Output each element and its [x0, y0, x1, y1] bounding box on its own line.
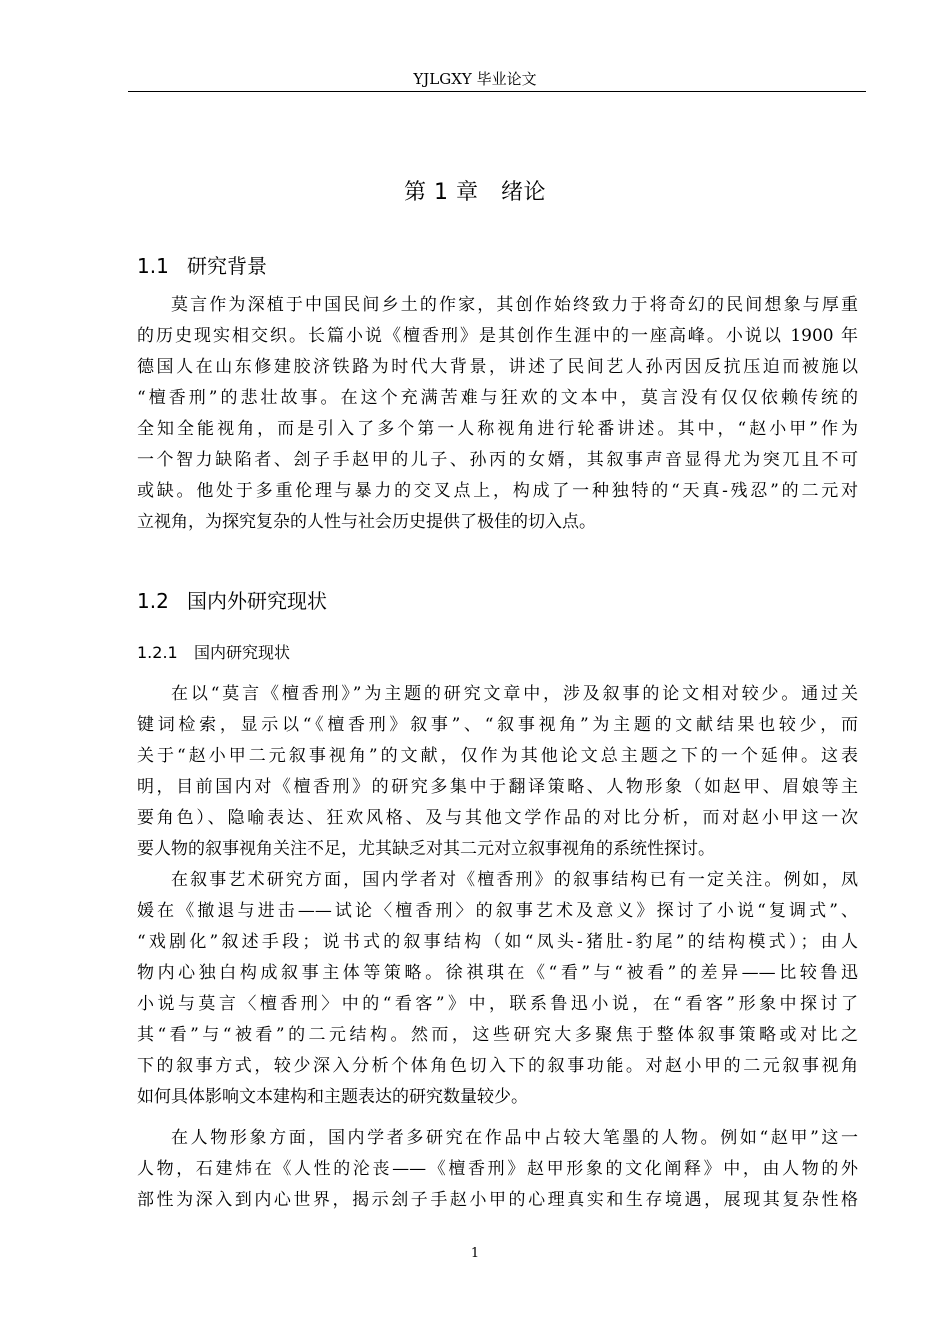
- chapter-title: 第 1 章 绪论: [404, 180, 546, 205]
- paragraph-line: 部性为深入到内心世界，揭示刽子手赵小甲的心理真实和生存境遇，展现其复杂性格: [137, 1190, 858, 1210]
- paragraph-line: 媛在《撤退与进击——试论〈檀香刑〉的叙事艺术及意义》探讨了小说“复调式”、: [137, 901, 858, 921]
- section-number: 1.1: [137, 254, 169, 278]
- paragraph-line: 小说与莫言〈檀香刑〉中的“看客”》中，联系鲁迅小说，在“看客”形象中探讨了: [137, 994, 858, 1014]
- subsection-title: 国内研究现状: [194, 643, 291, 662]
- paragraph-line: 要角色）、隐喻表达、狂欢风格、及与其他文学作品的对比分析，而对赵小甲这一次: [137, 808, 858, 828]
- header-title: YJLGXY 毕业论文: [413, 70, 537, 88]
- paragraph-line: 莫言作为深植于中国民间乡土的作家，其创作始终致力于将奇幻的民间想象与厚重: [171, 295, 858, 315]
- page-number: 1: [470, 1246, 480, 1261]
- section-title: 国内外研究现状: [187, 589, 327, 613]
- subsection-number: 1.2.1: [137, 643, 178, 662]
- paragraph-line: 德国人在山东修建胶济铁路为时代大背景，讲述了民间艺人孙丙因反抗压迫而被施以: [137, 357, 858, 377]
- paragraph-line: 要人物的叙事视角关注不足，尤其缺乏对其二元对立叙事视角的系统性探讨。: [137, 839, 715, 859]
- paragraph-line: 全知全能视角，而是引入了多个第一人称视角进行轮番讲述。其中，“赵小甲”作为: [137, 419, 858, 439]
- paragraph-line: 其“看”与“被看”的二元结构。然而，这些研究大多聚焦于整体叙事策略或对比之: [137, 1025, 858, 1045]
- paragraph-line: 下的叙事方式，较少深入分析个体角色切入下的叙事功能。对赵小甲的二元叙事视角: [137, 1056, 858, 1076]
- section-number: 1.2: [137, 589, 169, 613]
- paragraph-line: 或缺。他处于多重伦理与暴力的交叉点上，构成了一种独特的“天真-残忍”的二元对: [137, 481, 858, 501]
- header-divider: [128, 91, 866, 92]
- paragraph-line: 如何具体影响文本建构和主题表达的研究数量较少。: [137, 1087, 528, 1107]
- section-heading-1-2: [137, 587, 327, 615]
- paragraph-line: 在叙事艺术研究方面，国内学者对《檀香刑》的叙事结构已有一定关注。例如，凤: [171, 870, 858, 890]
- paragraph-line: 立视角，为探究复杂的人性与社会历史提供了极佳的切入点。: [137, 512, 596, 532]
- paragraph-line: 明，目前国内对《檀香刑》的研究多集中于翻译策略、人物形象（如赵甲、眉娘等主: [137, 777, 858, 797]
- paragraph-line: 关于“赵小甲二元叙事视角”的文献，仅作为其他论文总主题之下的一个延伸。这表: [137, 746, 858, 766]
- paragraph-line: 在人物形象方面，国内学者多研究在作品中占较大笔墨的人物。例如“赵甲”这一: [171, 1128, 858, 1148]
- section-heading-1-1: [137, 252, 267, 280]
- paragraph-line: 在以“莫言《檀香刑》”为主题的研究文章中，涉及叙事的论文相对较少。通过关: [171, 684, 858, 704]
- paragraph-line: “戏剧化”叙述手段；说书式的叙事结构（如“凤头-猪肚-豹尾”的结构模式）；由人: [137, 932, 858, 952]
- paragraph-line: 的历史现实相交织。长篇小说《檀香刑》是其创作生涯中的一座高峰。小说以 1900 年: [137, 326, 858, 346]
- paragraph-line: 物内心独白构成叙事主体等策略。徐祺琪在《“看”与“被看”的差异——比较鲁迅: [137, 963, 858, 983]
- subsection-heading-1-2-1: [137, 642, 290, 664]
- section-title: 研究背景: [187, 254, 267, 278]
- paragraph-line: 一个智力缺陷者、刽子手赵甲的儿子、孙丙的女婿，其叙事声音显得尤为突兀且不可: [137, 450, 858, 470]
- paragraph-line: 人物，石建炜在《人性的沦丧——《檀香刑》赵甲形象的文化阐释》中，由人物的外: [137, 1159, 858, 1179]
- paragraph-line: “檀香刑”的悲壮故事。在这个充满苦难与狂欢的文本中，莫言没有仅仅依赖传统的: [137, 388, 858, 408]
- paragraph-line: 键词检索，显示以“《檀香刑》叙事”、“叙事视角”为主题的文献结果也较少，而: [137, 715, 858, 735]
